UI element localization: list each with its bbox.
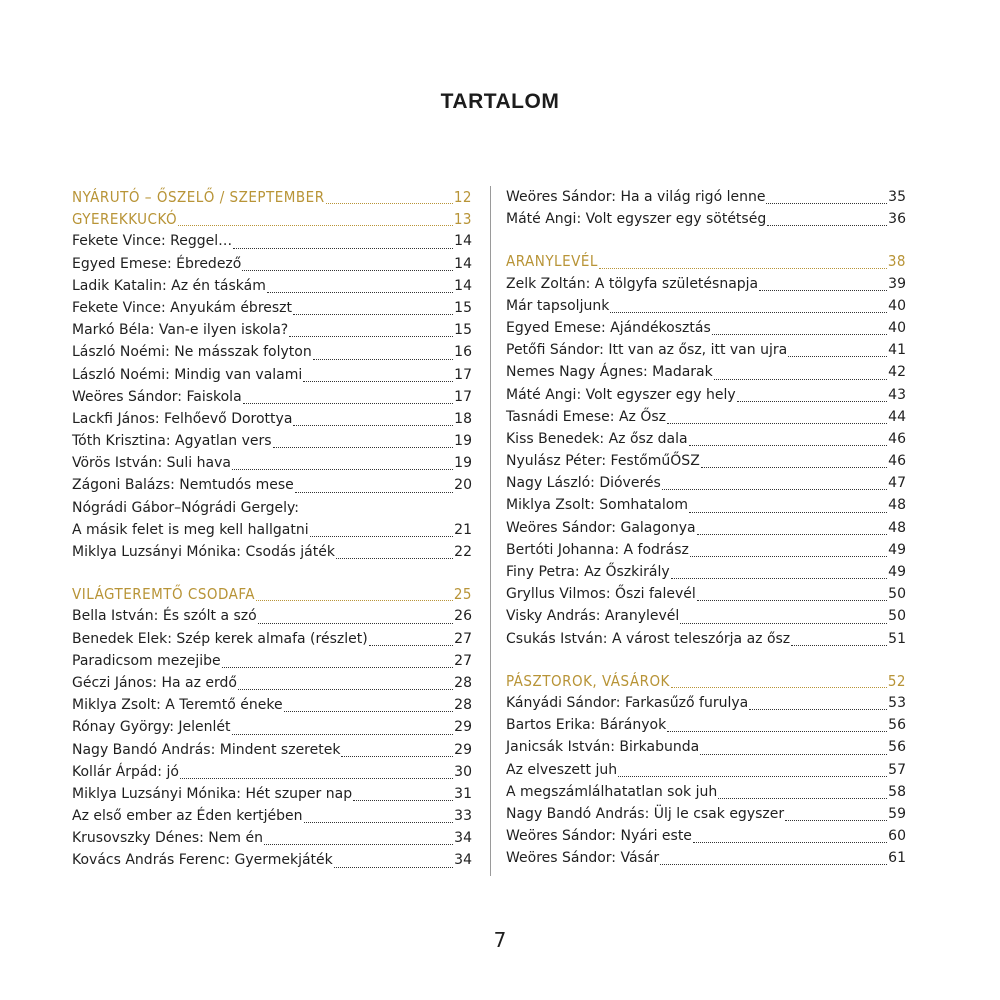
dot-leader xyxy=(791,645,887,646)
page-ref: 29 xyxy=(454,741,472,758)
entry-title: Kovács András Ferenc: Gyermekjáték xyxy=(72,852,333,869)
page-ref: 14 xyxy=(454,255,472,272)
dot-leader xyxy=(697,600,887,601)
dot-leader xyxy=(180,778,453,779)
page-ref: 25 xyxy=(453,585,472,604)
entry-title: Tasnádi Emese: Az Ősz xyxy=(506,408,666,425)
page-ref: 29 xyxy=(454,719,472,736)
entry-title: Nagy Bandó András: Ülj le csak egyszer xyxy=(506,805,785,822)
dot-leader xyxy=(785,820,887,821)
page-ref: 53 xyxy=(888,694,906,711)
entry-title: Nagy Bandó András: Mindent szeretek xyxy=(72,741,341,758)
page-ref: 44 xyxy=(888,408,906,425)
page-ref: 56 xyxy=(888,717,906,734)
page-ref: 22 xyxy=(454,544,472,560)
page-ref: 31 xyxy=(454,785,472,802)
page-ref: 42 xyxy=(888,364,906,381)
entry-title: Fekete Vince: Reggel… xyxy=(72,233,233,250)
page-ref: 17 xyxy=(454,388,472,405)
section-title: VILÁGTEREMTŐ CSODAFA xyxy=(72,585,255,604)
toc-entry[interactable] xyxy=(506,692,906,714)
page-ref: 16 xyxy=(454,344,472,361)
dot-leader xyxy=(264,844,453,845)
entry-title: Finy Petra: Az Őszkirály xyxy=(506,564,670,580)
entry-title: Nemes Nagy Ágnes: Madarak xyxy=(506,364,713,381)
page-ref: 50 xyxy=(888,586,906,603)
toc-entry[interactable] xyxy=(72,716,472,738)
entry-title: László Noémi: Mindig van valami xyxy=(72,366,303,383)
dot-leader xyxy=(766,203,887,204)
page-ref: 46 xyxy=(888,453,906,470)
toc-section-heading[interactable] xyxy=(72,186,472,208)
toc-entry[interactable] xyxy=(72,253,472,275)
toc-entry[interactable] xyxy=(506,450,906,472)
toc-entry[interactable] xyxy=(506,605,906,627)
toc-column-left xyxy=(72,186,472,872)
page-ref: 18 xyxy=(454,410,472,427)
toc-section-heading[interactable] xyxy=(72,208,472,230)
toc-entry[interactable] xyxy=(72,230,472,252)
dot-leader xyxy=(303,381,453,382)
dot-leader xyxy=(293,425,453,426)
page-ref: 15 xyxy=(454,299,472,316)
page-ref: 13 xyxy=(453,210,472,229)
entry-title: Zelk Zoltán: A tölgyfa születésnapja xyxy=(506,275,759,292)
dot-leader xyxy=(693,842,887,843)
entry-title: Weöres Sándor: Vásár xyxy=(506,850,660,867)
toc-entry[interactable] xyxy=(506,428,906,450)
page-ref: 33 xyxy=(454,808,472,825)
entry-title: Rónay György: Jelenlét xyxy=(72,719,231,736)
toc-entry[interactable] xyxy=(72,541,472,563)
entry-title: Weöres Sándor: Ha a világ rigó lenne xyxy=(506,189,766,205)
entry-title: Krusovszky Dénes: Nem én xyxy=(72,830,263,847)
toc-entry[interactable] xyxy=(72,519,472,541)
page-ref: 28 xyxy=(454,697,472,714)
entry-title: Benedek Elek: Szép kerek almafa (részlet) xyxy=(72,630,368,647)
toc-section-heading[interactable] xyxy=(506,670,906,692)
dot-leader xyxy=(293,314,453,315)
dot-leader xyxy=(671,578,888,579)
dot-leader xyxy=(369,645,453,646)
section-title: GYEREKKUCKÓ xyxy=(72,210,178,229)
page-ref: 40 xyxy=(888,319,906,336)
toc-entry[interactable] xyxy=(72,497,472,519)
toc-entry[interactable] xyxy=(72,408,472,430)
toc-entry[interactable] xyxy=(72,739,472,761)
section-gap xyxy=(506,650,906,670)
section-gap xyxy=(506,230,906,250)
dot-leader xyxy=(353,800,453,801)
page-ref: 20 xyxy=(454,477,472,494)
toc-entry[interactable] xyxy=(72,297,472,319)
dot-leader xyxy=(238,689,453,690)
entry-title: Miklya Luzsányi Mónika: Csodás játék xyxy=(72,544,335,560)
toc-entry[interactable] xyxy=(506,847,906,869)
toc-entry[interactable] xyxy=(506,384,906,406)
toc-entry[interactable] xyxy=(72,827,472,849)
toc-entry[interactable] xyxy=(506,803,906,825)
toc-entry[interactable] xyxy=(506,539,906,561)
toc-entry[interactable] xyxy=(506,317,906,339)
toc-entry[interactable] xyxy=(506,759,906,781)
entry-title: Egyed Emese: Ébredező xyxy=(72,255,242,272)
page-ref: 17 xyxy=(454,366,472,383)
dot-leader xyxy=(690,556,887,557)
entry-title: Janicsák István: Birkabunda xyxy=(506,739,700,756)
page-ref: 15 xyxy=(454,322,472,339)
entry-title: Egyed Emese: Ajándékosztás xyxy=(506,319,711,336)
page-ref: 28 xyxy=(454,674,472,691)
page-number: 7 xyxy=(493,928,507,952)
entry-title: Ladik Katalin: Az én táskám xyxy=(72,277,266,294)
entry-title: Máté Angi: Volt egyszer egy sötétség xyxy=(506,211,767,228)
page-ref: 30 xyxy=(454,763,472,780)
page-ref: 27 xyxy=(454,630,472,647)
toc-column-right xyxy=(506,186,906,869)
dot-leader xyxy=(334,867,453,868)
entry-title: Paradicsom mezejibe xyxy=(72,652,221,669)
dot-leader xyxy=(295,492,453,493)
dot-leader xyxy=(714,379,887,380)
dot-leader xyxy=(671,687,887,688)
dot-leader xyxy=(233,248,453,249)
page-ref: 43 xyxy=(888,386,906,403)
entry-title: Markó Béla: Van-e ilyen iskola? xyxy=(72,322,289,339)
page-ref: 21 xyxy=(454,521,472,538)
toc-entry[interactable] xyxy=(506,295,906,317)
page-ref: 57 xyxy=(888,761,906,778)
dot-leader xyxy=(341,756,453,757)
toc-entry[interactable] xyxy=(506,825,906,847)
entry-title: Csukás István: A várost teleszórja az ősz xyxy=(506,630,791,647)
page-ref: 34 xyxy=(454,852,472,869)
toc-entry[interactable] xyxy=(72,364,472,386)
entry-title: Kányádi Sándor: Farkasűző furulya xyxy=(506,694,749,711)
toc-entry[interactable] xyxy=(506,361,906,383)
entry-title: Visky András: Aranylevél xyxy=(506,608,680,625)
dot-leader xyxy=(759,290,887,291)
page-ref: 51 xyxy=(888,630,906,647)
page-ref: 26 xyxy=(454,608,472,625)
dot-leader xyxy=(618,776,887,777)
entry-title: Weöres Sándor: Faiskola xyxy=(72,388,242,405)
column-divider xyxy=(490,186,491,876)
dot-leader xyxy=(788,356,887,357)
toc-entry[interactable] xyxy=(72,319,472,341)
page-ref: 38 xyxy=(887,252,906,271)
page-ref: 61 xyxy=(888,850,906,867)
page-ref: 48 xyxy=(888,497,906,514)
page-ref: 19 xyxy=(454,455,472,472)
dot-leader xyxy=(697,534,888,535)
entry-title: Nagy László: Dióverés xyxy=(506,475,661,492)
toc-entry[interactable] xyxy=(72,761,472,783)
entry-title: Kollár Árpád: jó xyxy=(72,763,179,780)
page-ref: 34 xyxy=(454,830,472,847)
section-title: NYÁRUTÓ – ŐSZELŐ / SZEPTEMBER xyxy=(72,188,325,206)
page-ref: 59 xyxy=(888,805,906,822)
toc-entry[interactable] xyxy=(72,275,472,297)
dot-leader xyxy=(313,359,453,360)
toc-entry[interactable] xyxy=(72,341,472,363)
toc-entry[interactable] xyxy=(72,386,472,408)
toc-entry[interactable] xyxy=(72,694,472,716)
page-ref: 12 xyxy=(453,188,472,206)
toc-entry[interactable] xyxy=(506,517,906,539)
toc-entry[interactable] xyxy=(72,474,472,496)
dot-leader xyxy=(242,270,453,271)
page-ref: 35 xyxy=(888,189,906,205)
page-ref: 14 xyxy=(454,233,472,250)
toc-entry[interactable] xyxy=(506,714,906,736)
toc-entry[interactable] xyxy=(72,783,472,805)
dot-leader xyxy=(336,558,453,559)
entry-title: Már tapsoljunk xyxy=(506,297,610,314)
entry-title: A megszámlálhatatlan sok juh xyxy=(506,783,718,800)
entry-title: Az elveszett juh xyxy=(506,761,618,778)
entry-title: Gryllus Vilmos: Őszi falevél xyxy=(506,586,696,603)
entry-title: A másik felet is meg kell hallgatni xyxy=(72,521,309,538)
page-ref: 47 xyxy=(888,475,906,492)
toc-section-heading[interactable] xyxy=(72,583,472,605)
entry-title: Zágoni Balázs: Nemtudós mese xyxy=(72,477,294,494)
toc-entry[interactable] xyxy=(72,628,472,650)
page-ref: 19 xyxy=(454,433,472,450)
entry-title: Bartos Erika: Bárányok xyxy=(506,717,667,734)
dot-leader xyxy=(310,536,454,537)
dot-leader xyxy=(689,512,887,513)
entry-title: Miklya Luzsányi Mónika: Hét szuper nap xyxy=(72,785,353,802)
dot-leader xyxy=(700,754,887,755)
page-ref: 49 xyxy=(888,541,906,558)
dot-leader xyxy=(667,423,887,424)
toc-entry[interactable] xyxy=(506,628,906,650)
entry-title: Kiss Benedek: Az ősz dala xyxy=(506,430,688,447)
entry-title: Tóth Krisztina: Agyatlan vers xyxy=(72,433,272,450)
entry-title: Weöres Sándor: Galagonya xyxy=(506,519,696,536)
toc-entry[interactable] xyxy=(506,781,906,803)
entry-title: Az első ember az Éden kertjében xyxy=(72,808,303,825)
page-ref: 40 xyxy=(888,297,906,314)
dot-leader xyxy=(662,489,887,490)
dot-leader xyxy=(284,711,454,712)
entry-title: Bertóti Johanna: A fodrász xyxy=(506,541,689,558)
dot-leader xyxy=(304,822,454,823)
dot-leader xyxy=(258,623,453,624)
section-title: ARANYLEVÉL xyxy=(506,252,598,271)
entry-title: Géczi János: Ha az erdő xyxy=(72,674,237,691)
dot-leader xyxy=(660,864,887,865)
page-ref: 39 xyxy=(888,275,906,292)
toc-entry[interactable] xyxy=(506,186,906,208)
page-ref: 48 xyxy=(888,519,906,536)
toc-entry[interactable] xyxy=(506,494,906,516)
dot-leader xyxy=(178,225,453,226)
dot-leader xyxy=(689,445,888,446)
page-ref: 27 xyxy=(454,652,472,669)
toc-entry[interactable] xyxy=(72,672,472,694)
entry-title: Bella István: És szólt a szó xyxy=(72,608,257,625)
page-ref: 36 xyxy=(888,211,906,228)
page-ref: 49 xyxy=(888,564,906,580)
toc-entry[interactable] xyxy=(72,452,472,474)
entry-title: Lackfi János: Felhőevő Dorottya xyxy=(72,410,293,427)
toc-entry[interactable] xyxy=(506,406,906,428)
entry-title: Nyulász Péter: FestőműŐSZ xyxy=(506,453,700,470)
toc-entry[interactable] xyxy=(72,805,472,827)
dot-leader xyxy=(232,734,454,735)
dot-leader xyxy=(701,467,887,468)
page-ref: 46 xyxy=(888,430,906,447)
toc-entry[interactable] xyxy=(506,208,906,230)
page-ref: 58 xyxy=(888,783,906,800)
toc-entry[interactable] xyxy=(72,605,472,627)
dot-leader xyxy=(610,312,887,313)
page-ref: 41 xyxy=(888,342,906,359)
entry-title: Fekete Vince: Anyukám ébreszt xyxy=(72,299,293,316)
entry-title: Miklya Zsolt: Somhatalom xyxy=(506,497,688,514)
page-ref: 50 xyxy=(888,608,906,625)
toc-entry[interactable] xyxy=(506,736,906,758)
page-ref: 56 xyxy=(888,739,906,756)
dot-leader xyxy=(326,203,453,204)
dot-leader xyxy=(273,447,454,448)
entry-title: Petőfi Sándor: Itt van az ősz, itt van ujra xyxy=(506,342,788,359)
dot-leader xyxy=(289,336,453,337)
toc-entry[interactable] xyxy=(506,339,906,361)
dot-leader xyxy=(243,403,454,404)
dot-leader xyxy=(737,401,888,402)
entry-title: Miklya Zsolt: A Teremtő éneke xyxy=(72,697,283,714)
toc-entry[interactable] xyxy=(506,583,906,605)
toc-entry[interactable] xyxy=(72,849,472,871)
page-ref: 60 xyxy=(888,828,906,845)
page-ref: 52 xyxy=(887,671,906,690)
dot-leader xyxy=(749,709,887,710)
entry-title: Nógrádi Gábor–Nógrádi Gergely: xyxy=(72,499,299,516)
toc-entry[interactable] xyxy=(72,650,472,672)
page-ref: 14 xyxy=(454,277,472,294)
entry-title: László Noémi: Ne másszak folyton xyxy=(72,344,312,361)
page-title: TARTALOM xyxy=(440,90,560,113)
dot-leader xyxy=(667,731,887,732)
dot-leader xyxy=(712,334,887,335)
toc-entry[interactable] xyxy=(506,472,906,494)
dot-leader xyxy=(767,225,887,226)
section-gap xyxy=(72,563,472,583)
entry-title: Weöres Sándor: Nyári este xyxy=(506,828,692,845)
dot-leader xyxy=(256,600,453,601)
dot-leader xyxy=(232,469,453,470)
dot-leader xyxy=(680,623,887,624)
entry-title: Máté Angi: Volt egyszer egy hely xyxy=(506,386,736,403)
dot-leader xyxy=(599,268,887,269)
toc-section-heading[interactable] xyxy=(506,250,906,272)
toc-entry[interactable] xyxy=(506,561,906,583)
dot-leader xyxy=(718,798,887,799)
toc-entry[interactable] xyxy=(72,430,472,452)
entry-title: Vörös István: Suli hava xyxy=(72,455,231,472)
section-title: PÁSZTOROK, VÁSÁROK xyxy=(506,671,670,690)
dot-leader xyxy=(267,292,453,293)
toc-entry[interactable] xyxy=(506,273,906,295)
dot-leader xyxy=(222,667,454,668)
